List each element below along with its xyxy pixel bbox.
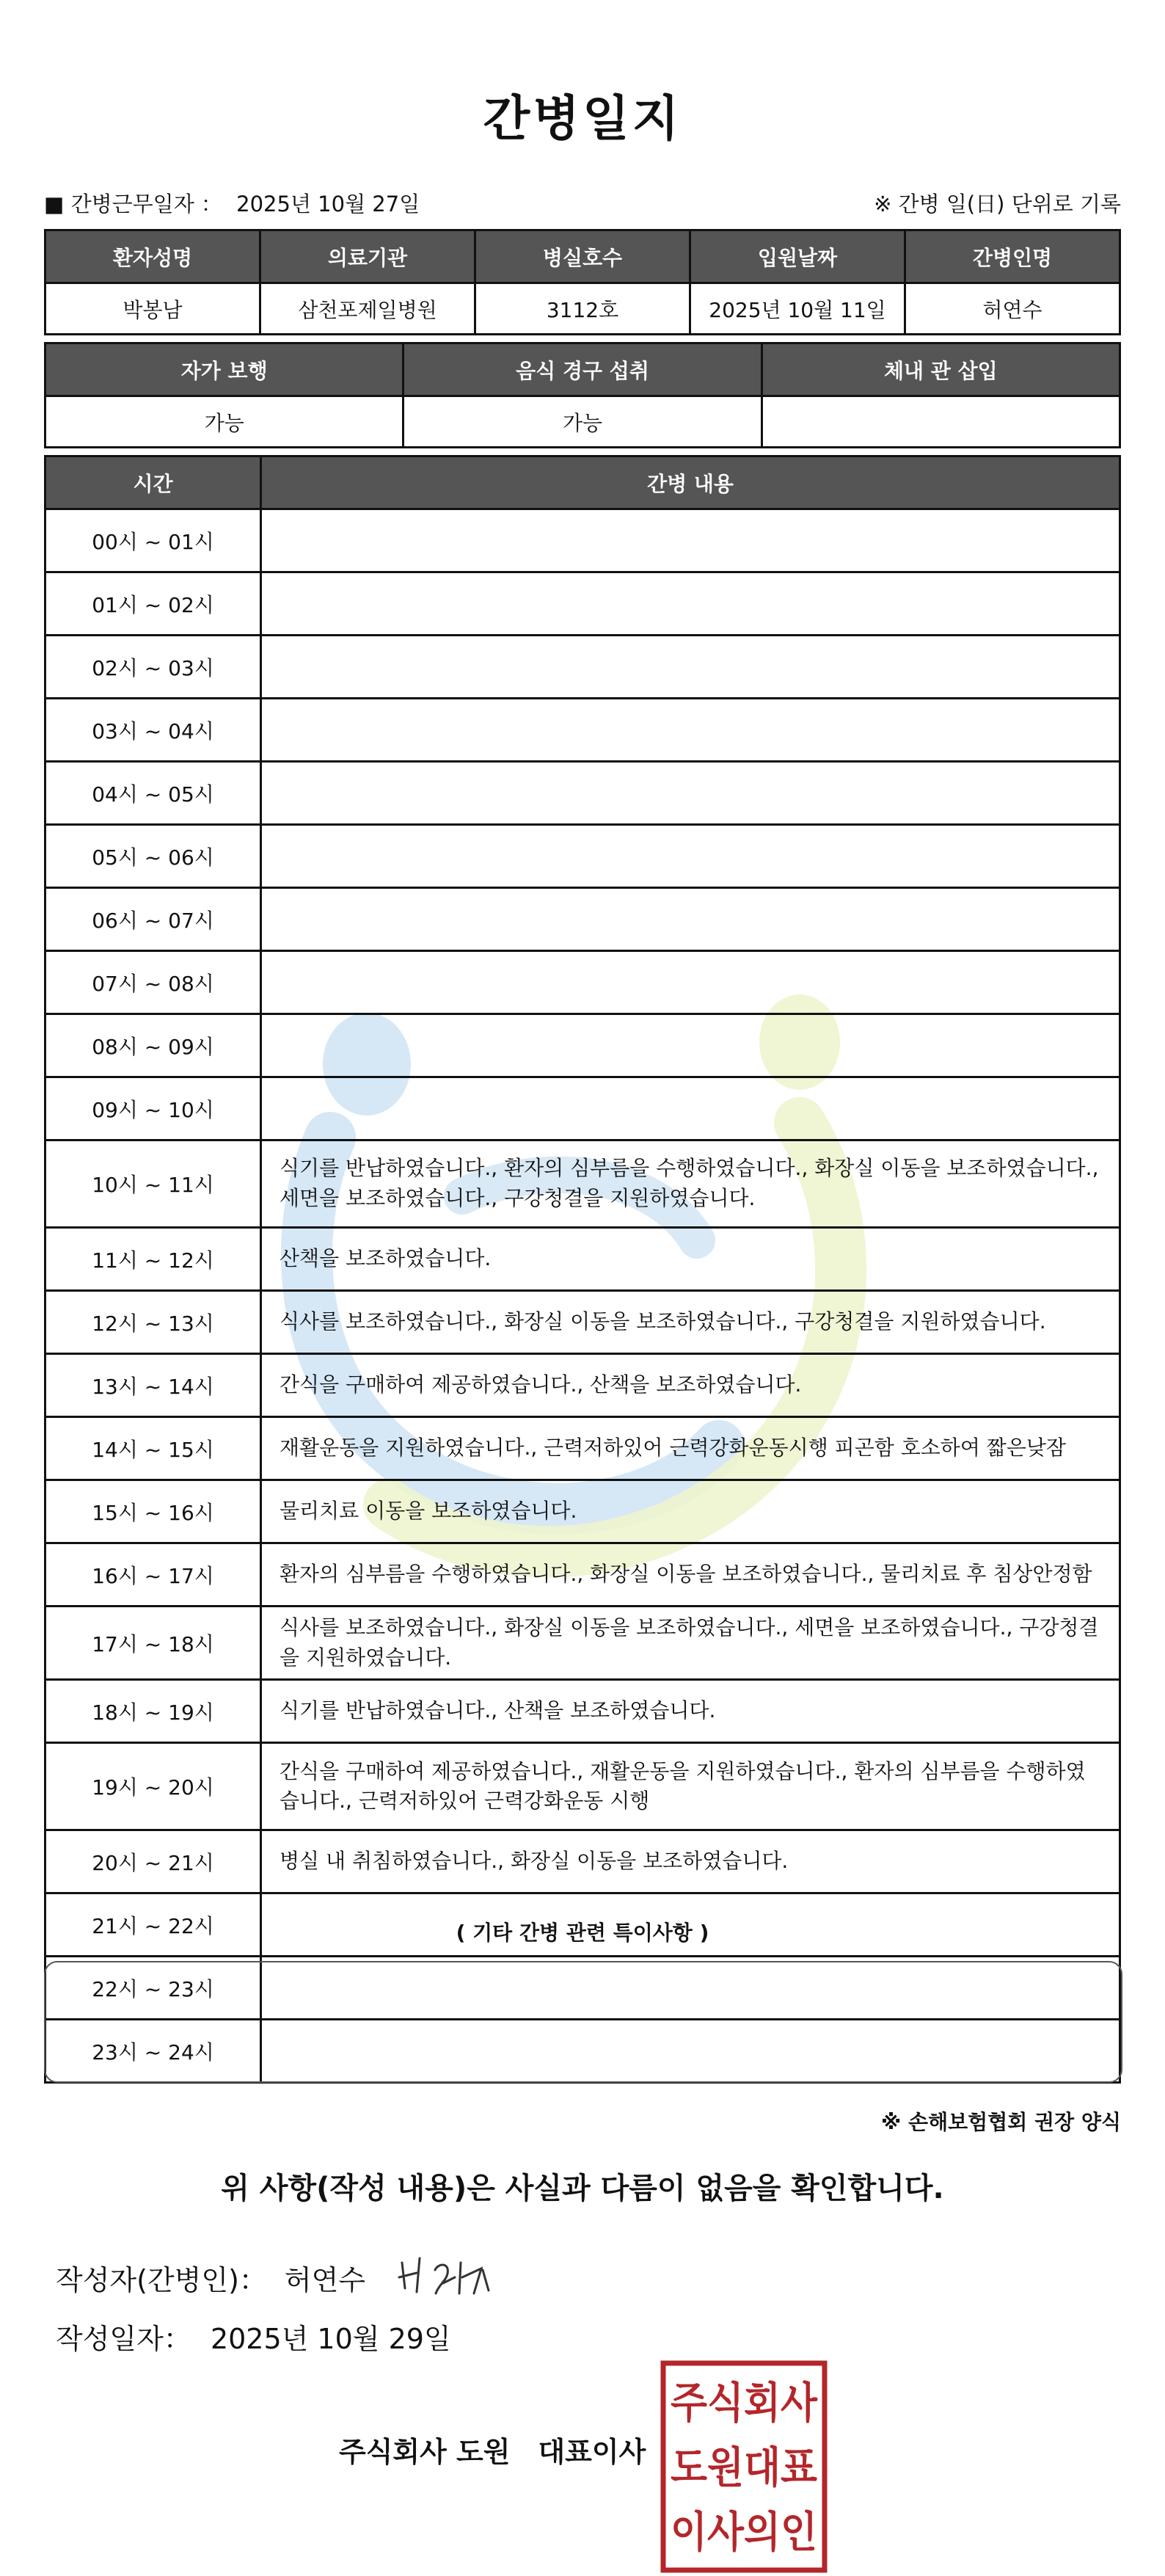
oral-intake-value: 가능	[403, 396, 762, 448]
writer-name: 허연수	[284, 2263, 366, 2296]
log-content: 병실 내 취침하였습니다., 화장실 이동을 보조하였습니다.	[261, 1830, 1120, 1893]
log-time: 14시 ~ 15시	[45, 1417, 261, 1480]
seal-line: 도원대표	[671, 2442, 817, 2492]
log-time: 21시 ~ 22시	[45, 1893, 261, 1957]
written-date-value: 2025년 10월 29일	[210, 2323, 451, 2355]
log-content: 식사를 보조하였습니다., 화장실 이동을 보조하였습니다., 구강청결을 지원하였습니다.	[261, 1291, 1120, 1354]
log-time: 03시 ~ 04시	[45, 699, 261, 762]
header-room: 병실호수	[475, 230, 690, 283]
log-time: 08시 ~ 09시	[45, 1014, 261, 1077]
log-time: 15시 ~ 16시	[45, 1480, 261, 1543]
log-time: 22시 ~ 23시	[45, 1957, 261, 2020]
care-log-table	[44, 455, 1121, 2084]
log-row	[45, 951, 1120, 1014]
log-row	[45, 1291, 1120, 1354]
work-date-value: 2025년 10월 27일	[236, 192, 420, 217]
log-time: 11시 ~ 12시	[45, 1228, 261, 1291]
log-row	[45, 888, 1120, 951]
log-row	[45, 636, 1120, 699]
company-representative: 주식회사 도원 대표이사	[339, 2436, 646, 2468]
patient-name: 박봉남	[45, 283, 260, 335]
log-row	[45, 1014, 1120, 1077]
confirmation-statement: 위 사항(작성 내용)은 사실과 다름이 없음을 확인합니다.	[221, 2172, 944, 2205]
header-admission-date: 입원날짜	[690, 230, 905, 283]
log-row	[45, 1607, 1120, 1680]
log-row	[45, 699, 1120, 762]
log-content: 간식을 구매하여 제공하였습니다., 산책을 보조하였습니다.	[261, 1354, 1120, 1417]
log-row	[45, 1228, 1120, 1291]
header-time: 시간	[45, 456, 261, 509]
log-time: 02시 ~ 03시	[45, 636, 261, 699]
log-time: 09시 ~ 10시	[45, 1077, 261, 1140]
notes-title: ( 기타 간병 관련 특이사항 )	[456, 1921, 709, 1945]
log-row	[45, 572, 1120, 636]
log-row	[45, 1743, 1120, 1830]
log-time: 18시 ~ 19시	[45, 1680, 261, 1743]
log-content	[261, 509, 1120, 572]
log-time: 01시 ~ 02시	[45, 572, 261, 636]
log-content	[261, 762, 1120, 825]
log-content	[261, 888, 1120, 951]
log-row	[45, 1354, 1120, 1417]
log-content: 물리치료 이동을 보조하였습니다.	[261, 1480, 1120, 1543]
header-tube-insertion: 체내 관 삽입	[762, 343, 1120, 396]
log-content	[261, 699, 1120, 762]
page-title: 간병일지	[483, 90, 682, 147]
log-time: 00시 ~ 01시	[45, 509, 261, 572]
unit-note: ※ 간병 일(日) 단위로 기록	[874, 192, 1121, 217]
header-hospital: 의료기관	[260, 230, 475, 283]
work-date	[44, 188, 420, 218]
log-content	[261, 1077, 1120, 1140]
header-patient-name: 환자성명	[45, 230, 260, 283]
tube-insertion-value	[762, 396, 1120, 448]
writer-line	[56, 2248, 497, 2307]
log-row	[45, 825, 1120, 888]
log-row	[45, 762, 1120, 825]
log-time: 13시 ~ 14시	[45, 1354, 261, 1417]
log-time: 10시 ~ 11시	[45, 1140, 261, 1228]
company-seal-stamp	[660, 2360, 828, 2573]
log-row	[45, 1680, 1120, 1743]
log-time: 19시 ~ 20시	[45, 1743, 261, 1830]
log-content	[261, 1014, 1120, 1077]
admission-date: 2025년 10월 11일	[690, 283, 905, 335]
log-content	[261, 951, 1120, 1014]
log-content: 환자의 심부름을 수행하였습니다., 화장실 이동을 보조하였습니다., 물리치료 후 침상안정함	[261, 1543, 1120, 1607]
log-row	[45, 1480, 1120, 1543]
log-time: 16시 ~ 17시	[45, 1543, 261, 1607]
signature-image	[395, 2248, 497, 2307]
room-number: 3112호	[475, 283, 690, 335]
log-row	[45, 1140, 1120, 1228]
care-log-rows	[45, 509, 1120, 2083]
recommended-form-note: ※ 손해보험협회 권장 양식	[881, 2110, 1121, 2134]
patient-info-table	[44, 229, 1121, 335]
log-time: 23시 ~ 24시	[45, 2020, 261, 2083]
log-row	[45, 1830, 1120, 1893]
log-content	[261, 825, 1120, 888]
work-date-label: ■ 간병근무일자 ：	[44, 192, 222, 217]
writer-label: 작성자(간병인)：	[56, 2263, 267, 2296]
log-content: 식기를 반납하였습니다., 산책을 보조하였습니다.	[261, 1680, 1120, 1743]
log-time: 20시 ~ 21시	[45, 1830, 261, 1893]
written-date	[56, 2316, 451, 2357]
header-caregiver: 간병인명	[905, 230, 1120, 283]
log-content	[261, 636, 1120, 699]
self-walking-value: 가능	[45, 396, 403, 448]
log-content	[261, 572, 1120, 636]
log-row	[45, 509, 1120, 572]
log-row	[45, 1417, 1120, 1480]
log-content: 재활운동을 지원하였습니다., 근력저하있어 근력강화운동시행 피곤함 호소하여 짧은낮잠	[261, 1417, 1120, 1480]
header-care-content: 간병 내용	[261, 456, 1120, 509]
seal-line: 주식회사	[671, 2378, 818, 2428]
log-time: 04시 ~ 05시	[45, 762, 261, 825]
log-content: 산책을 보조하였습니다.	[261, 1228, 1120, 1291]
header-oral-intake: 음식 경구 섭취	[403, 343, 762, 396]
log-time: 06시 ~ 07시	[45, 888, 261, 951]
log-time: 12시 ~ 13시	[45, 1291, 261, 1354]
hospital-name: 삼천포제일병원	[260, 283, 475, 335]
log-content: 식사를 보조하였습니다., 화장실 이동을 보조하였습니다., 세면을 보조하였습니다., 구강청결을 지원하였습니다.	[261, 1607, 1120, 1680]
log-row	[45, 1077, 1120, 1140]
log-content: 식기를 반납하였습니다., 환자의 심부름을 수행하였습니다., 화장실 이동을 보조하였습니다., 세면을 보조하였습니다., 구강청결을 지원하였습니다.	[261, 1140, 1120, 1228]
patient-status-table	[44, 342, 1121, 448]
seal-line: 이사의인	[671, 2507, 817, 2557]
notes-box	[44, 1961, 1122, 2083]
written-date-label: 작성일자：	[56, 2323, 191, 2355]
caregiver-name: 허연수	[905, 283, 1120, 335]
log-time: 07시 ~ 08시	[45, 951, 261, 1014]
header-self-walking: 자가 보행	[45, 343, 403, 396]
log-time: 05시 ~ 06시	[45, 825, 261, 888]
log-time: 17시 ~ 18시	[45, 1607, 261, 1680]
log-content: 간식을 구매하여 제공하였습니다., 재활운동을 지원하였습니다., 환자의 심부름을 수행하였습니다., 근력저하있어 근력강화운동 시행	[261, 1743, 1120, 1830]
log-row	[45, 1543, 1120, 1607]
